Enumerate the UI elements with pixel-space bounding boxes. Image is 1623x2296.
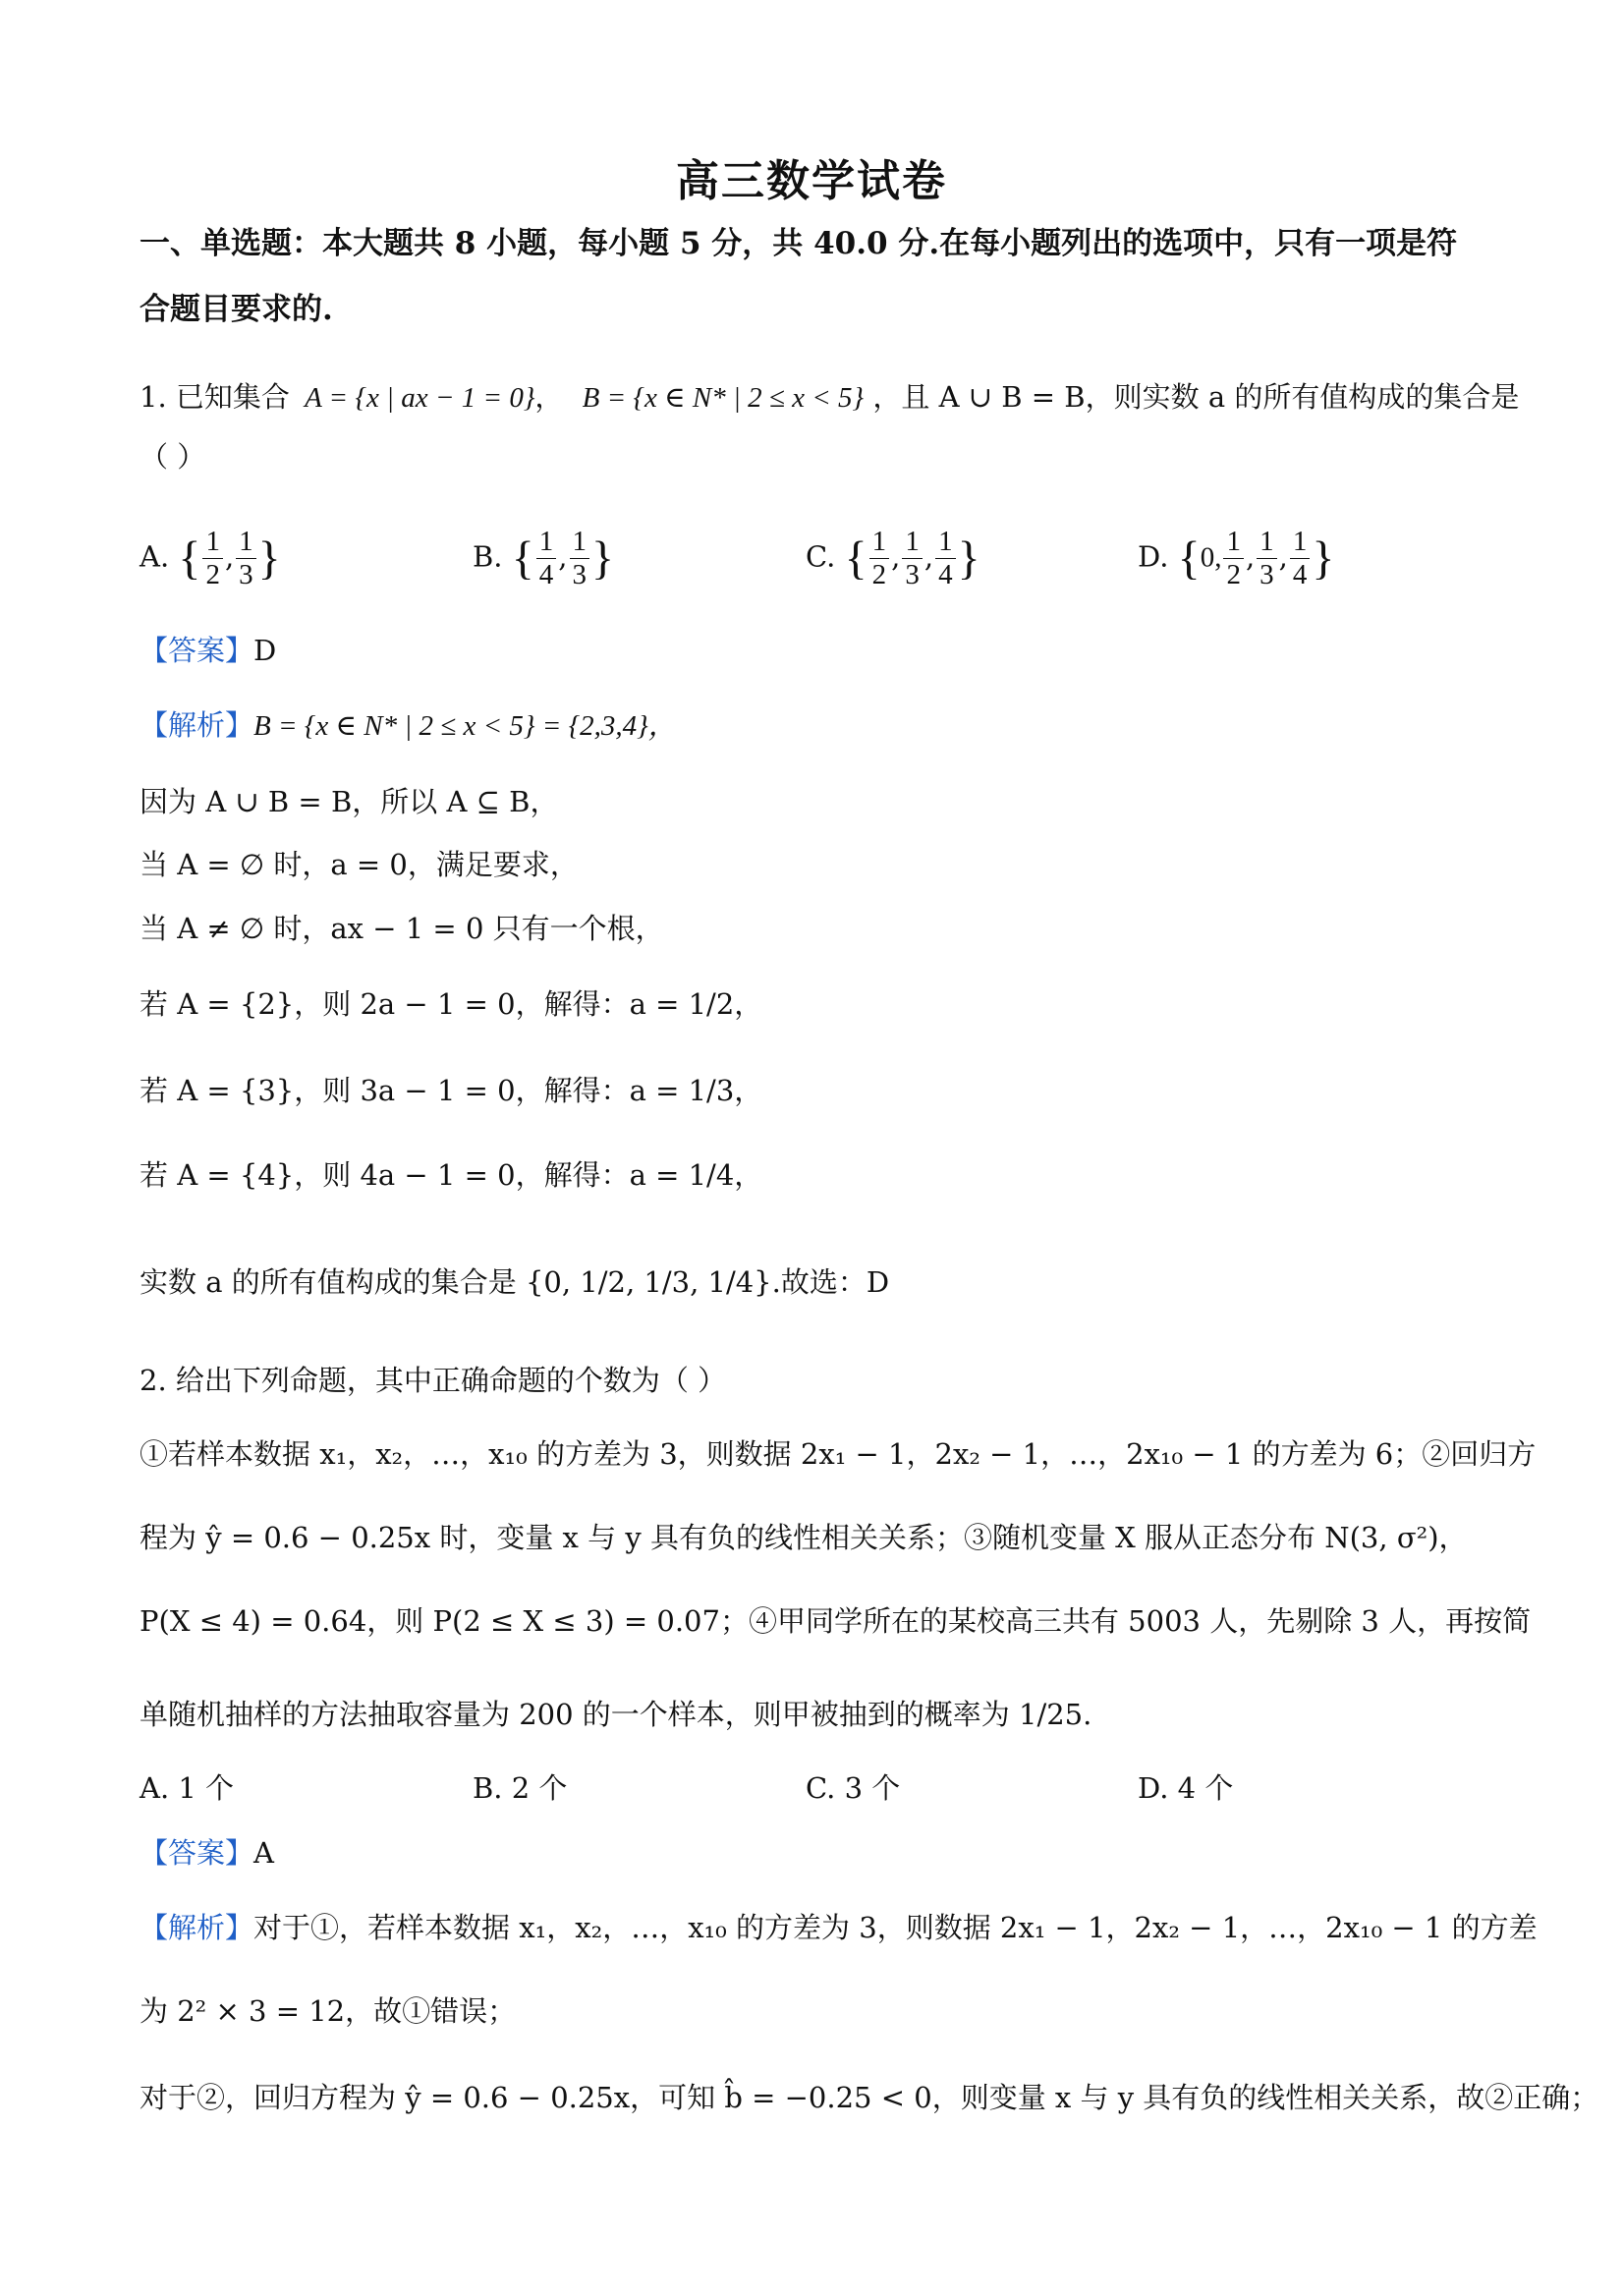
q1-analysis-line1: 【解析】B = {x ∈ N* | 2 ≤ x < 5} = {2,3,4}， [140, 708, 677, 742]
q2-analysis-line3: 对于②，回归方程为 ŷ = 0.6 − 0.25x，可知 b̂ = −0.25 < 0，则变量 x 与 y 具有负的线性相关关系，故②正确； [140, 2081, 1599, 2114]
q1-paren: （ ） [140, 440, 206, 474]
q1-analysis-line5: 若 A = {2}，则 2a − 1 = 0，解得：a = 1/2， [140, 987, 763, 1021]
q1-option-b: B. { $\frac{1}{4}$ , $\frac{1}{3}$ } [473, 526, 615, 590]
q2-analysis-line2: 为 2² × 3 = 12，故①错误； [140, 1994, 517, 2028]
q2-analysis-line1: 【解析】对于①，若样本数据 x₁，x₂，…，x₁₀ 的方差为 3，则数据 2x₁ − 1，2x₂ − 1，…，2x₁₀ − 1 的方差 [140, 1911, 1538, 1944]
q2-stem: 2. 给出下列命题，其中正确命题的个数为（ ） [140, 1364, 727, 1397]
q1-option-a: A. { $\frac{1}{2}$ , $\frac{1}{3}$ } [140, 526, 281, 590]
q1-analysis-line3: 当 A = ∅ 时，a = 0，满足要求， [140, 848, 579, 881]
q2-body-line2: 程为 ŷ = 0.6 − 0.25x 时，变量 x 与 y 具有负的线性相关关系；③随机变量 X 服从正态分布 N(3, σ²)， [140, 1521, 1468, 1554]
q2-body-line3: P(X ≤ 4) = 0.64，则 P(2 ≤ X ≤ 3) = 0.07；④甲同学所在的某校高三共有 5003 人，先剔除 3 人，再按简 [140, 1604, 1532, 1638]
q1-analysis-line4: 当 A ≠ ∅ 时，ax − 1 = 0 只有一个根， [140, 912, 664, 945]
q1-analysis-line8: 实数 a 的所有值构成的集合是 {0, 1/2, 1/3, 1/4}.故选：D [140, 1265, 890, 1299]
answer-value: D [253, 634, 277, 667]
q2-answer [140, 1833, 1495, 1873]
answer-tag: 【答案】 [140, 1836, 254, 1870]
q2-option-d: D. 4 个 [1138, 1771, 1234, 1805]
q1-option-d: D. {0, $\frac{1}{2}$ , $\frac{1}{3}$ , $\frac{1}{4}$ } [1138, 526, 1335, 590]
section-heading-line1: 一、单选题：本大题共 8 小题，每小题 5 分，共 40.0 分.在每小题列出的选项中，只有一项是符 [140, 226, 1458, 261]
q1-stem-mid: ，且 A ∪ B = B，则实数 a 的所有值构成的集合是 [872, 380, 1520, 414]
q2-option-a: A. 1 个 [140, 1771, 235, 1805]
answer-value: A [253, 1836, 274, 1870]
q1-stem: 1. 已知集合 A = {x | ax − 1 = 0}， B = {x ∈ N* | 2 ≤ x < 5} ，且 A ∪ B = B，则实数 a 的所有值构成的集合是 [140, 380, 1520, 414]
answer-tag: 【答案】 [140, 634, 254, 667]
q2-body-line1: ①若样本数据 x₁，x₂，…，x₁₀ 的方差为 3，则数据 2x₁ − 1，2x₂ − 1，…，2x₁₀ − 1 的方差为 6；②回归方 [140, 1437, 1537, 1471]
q1-stem-start: 1. 已知集合 [140, 380, 290, 414]
q1-answer [140, 631, 1495, 670]
q2-body-line4: 单随机抽样的方法抽取容量为 200 的一个样本，则甲被抽到的概率为 1/25. [140, 1698, 1092, 1731]
section-heading-line2: 合题目要求的. [140, 292, 333, 327]
q1-analysis-line6: 若 A = {3}，则 3a − 1 = 0，解得：a = 1/3， [140, 1074, 763, 1107]
q2-option-b: B. 2 个 [473, 1771, 568, 1805]
page-title: 高三数学试卷 [676, 156, 947, 206]
q1-set-a: A = {x | ax − 1 = 0} [305, 382, 535, 414]
q1-option-c: C. { $\frac{1}{2}$ , $\frac{1}{3}$ , $\frac{1}{4}$ } [806, 526, 980, 590]
analysis-tag: 【解析】 [140, 708, 254, 742]
q1-set-b: B = {x ∈ N* | 2 ≤ x < 5} [582, 382, 865, 414]
q2-option-c: C. 3 个 [806, 1771, 901, 1805]
q1-analysis-line7: 若 A = {4}，则 4a − 1 = 0，解得：a = 1/4， [140, 1158, 763, 1192]
analysis-tag: 【解析】 [140, 1911, 254, 1944]
q1-analysis-line2: 因为 A ∪ B = B，所以 A ⊆ B， [140, 785, 559, 818]
